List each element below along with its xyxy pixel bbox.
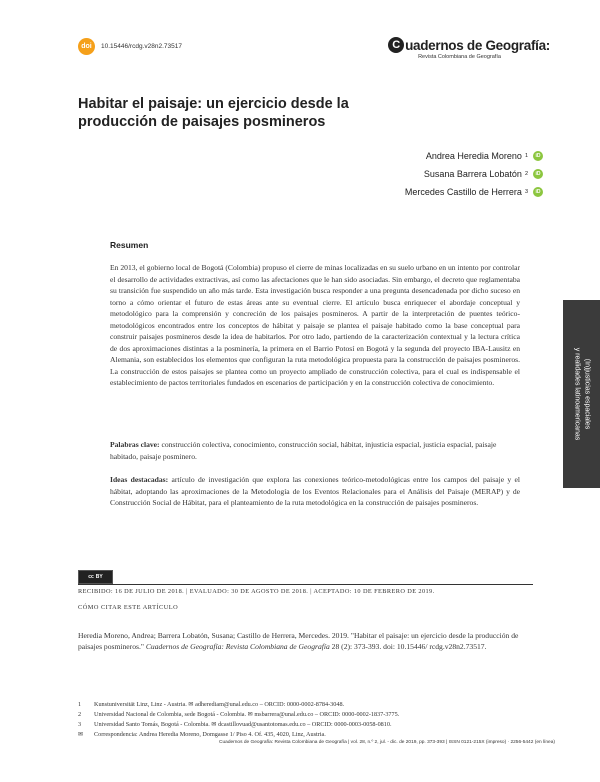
keywords-text: construcción colectiva, conocimiento, construcción social, hábitat, injusticia espacial, justicia espacial, paisaje habitado, paisaje posminero.: [110, 440, 497, 461]
footnote: [78, 720, 538, 730]
journal-title-text: uadernos de Geografía:: [405, 37, 550, 53]
section-side-line-2: y realidades latinoamericanas: [573, 347, 581, 441]
footnote-text: Kunstuniversität Linz, Linz - Austria. ✉ adherediam@unal.edu.co – ORCID: 0000-0002-8784-3048.: [94, 701, 345, 708]
cite-heading: CÓMO CITAR ESTE ARTÍCULO: [78, 604, 179, 611]
author-affiliation-ref: 3: [524, 189, 528, 195]
section-side-label: [572, 348, 591, 441]
author-name: Mercedes Castillo de Herrera: [404, 187, 522, 197]
highlights-text: artículo de investigación que explora las conexiones teórico-metodológicas entre los campos del paisaje y el hábitat, adoptando las aproximaciones de la Metodología de los Eventos Relacionales para el Análisis del Paisaje (MERAP) y de Construcción Social de Hábitat, para el planteamiento de la ruta metodológica en la construcción de paisajes posmineros.: [110, 475, 520, 508]
footnote: [78, 730, 538, 740]
footnote-number: 3: [78, 721, 82, 728]
citation-journal: Cuadernos de Geografía: Revista Colombiana de Geografía: [145, 642, 330, 651]
mail-icon: ✉: [78, 731, 84, 738]
footnote: [78, 700, 538, 710]
page-footer: Cuadernos de Geografía: Revista Colombiana de Geografía | vol. 28, n.º 2, jul. - dic. de 2019, pp. 373-393 | ISSN 0121-215X (impreso) · 2256-5442 (en línea): [219, 740, 555, 745]
journal-subtitle: Revista Colombiana de Geografía: [418, 54, 501, 60]
abstract-text: En 2013, el gobierno local de Bogotá (Colombia) propuso el cierre de minas localizadas en su suelo urbano en un intento por controlar el desarrollo de actividades extractivas, así como las afectaciones que le han sido asociadas. Sin embargo, el decreto que reglamentaba su transición fue suspendido un año más tarde. Esta investigación busca responder a una pregunta desencadenada por dicho suceso en torno a cómo orientar el futuro de estas áreas ante su eventual cierre. El artículo busca enriquecer el abordaje conceptual y metodológico para la comprensión y concreción de los paisajes posmineros. A partir de la interpretación de puentes teórico-metodológicos encontrados entre los conceptos de hábitat y paisaje se plantea el paisaje habitado como la base conceptual para construir paisajes posmineros desde la idea de habitarlos. Por otro lado, partiendo de la caracterización contextual y la lectura crítica de dos aproximaciones distintas a la posminería, la primera en el Barrio Potosí en Bogotá y la segunda del proyecto IBA-Lausitz en Alemania, son establecidos los elementos que configuran la ruta metodológica propuesta para la construcción de paisajes posmineros. La construcción de estos paisajes se plantea como un proyecto ampliado de construcción colectiva, para el cual es indispensable el establecimiento de pactos territoriales fundados en escenarios de participación y en la construcción colectiva de conocimiento.: [110, 263, 520, 388]
by-label: BY: [95, 574, 103, 580]
cc-label: cc: [88, 574, 94, 580]
divider: [78, 584, 533, 585]
abstract-heading: Resumen: [110, 240, 149, 250]
journal-logo-icon: C: [388, 37, 404, 53]
author-name: Susana Barrera Lobatón: [423, 169, 522, 179]
footnote: [78, 710, 538, 720]
journal-brand: [388, 37, 550, 60]
article-title: Habitar el paisaje: un ejercicio desde la producción de paisajes posmineros: [78, 96, 349, 130]
orcid-icon[interactable]: iD: [533, 169, 543, 179]
orcid-icon[interactable]: iD: [533, 151, 543, 161]
highlights-label: Ideas destacadas:: [110, 475, 169, 484]
article-dates: RECIBIDO: 16 DE JULIO DE 2018. | EVALUADO: 30 DE AGOSTO DE 2018. | ACEPTADO: 10 DE FEBRERO DE 2019.: [78, 588, 435, 595]
author-3: [405, 187, 543, 197]
doi-icon: doi: [78, 38, 95, 55]
citation: [78, 630, 533, 652]
keywords: [110, 439, 520, 462]
doi-row: [78, 38, 182, 55]
author-1: [426, 151, 543, 161]
footnote-text: Universidad Nacional de Colombia, sede Bogotá - Colombia. ✉ msbarrera@unal.edu.co – ORCID: 0000-0002-1837-3775.: [94, 711, 400, 718]
citation-authors-title: Heredia Moreno, Andrea; Barrera Lobatón, Susana; Castillo de Herrera, Mercedes. 2019. "Habitar el paisaje: un ejercicio desde la producción de paisajes posmineros.": [78, 631, 519, 651]
author-affiliation-ref: 1: [524, 153, 528, 159]
journal-title: [388, 37, 550, 53]
footnotes: [78, 700, 538, 740]
citation-volume-doi: 28 (2): 373-393. doi: 10.15446/ rcdg.v28n2.73517.: [329, 642, 487, 651]
footnote-text: Universidad Santo Tomás, Bogotá - Colombia. ✉ dcastillovuad@usantotomas.edu.co – ORCID: 0000-0003-0058-0810.: [94, 721, 392, 728]
section-side-line-1: (In)justicias espaciales: [583, 358, 590, 430]
cc-license-icon[interactable]: [78, 570, 113, 584]
highlights: [110, 474, 520, 509]
footnote-number: 2: [78, 711, 82, 718]
doi-link[interactable]: 10.15446/rcdg.v28n2.73517: [101, 43, 182, 50]
footnote-text: Correspondencia: Andrea Heredia Moreno, Domgasse 1/ Piso 4. Of. 435, 4020, Linz, Austria.: [94, 731, 326, 738]
section-side-tab: [563, 300, 600, 488]
author-affiliation-ref: 2: [524, 171, 528, 177]
keywords-label: Palabras clave:: [110, 440, 160, 449]
author-name: Andrea Heredia Moreno: [425, 151, 522, 161]
orcid-icon[interactable]: iD: [533, 187, 543, 197]
footnote-number: 1: [78, 701, 82, 708]
author-2: [424, 169, 543, 179]
